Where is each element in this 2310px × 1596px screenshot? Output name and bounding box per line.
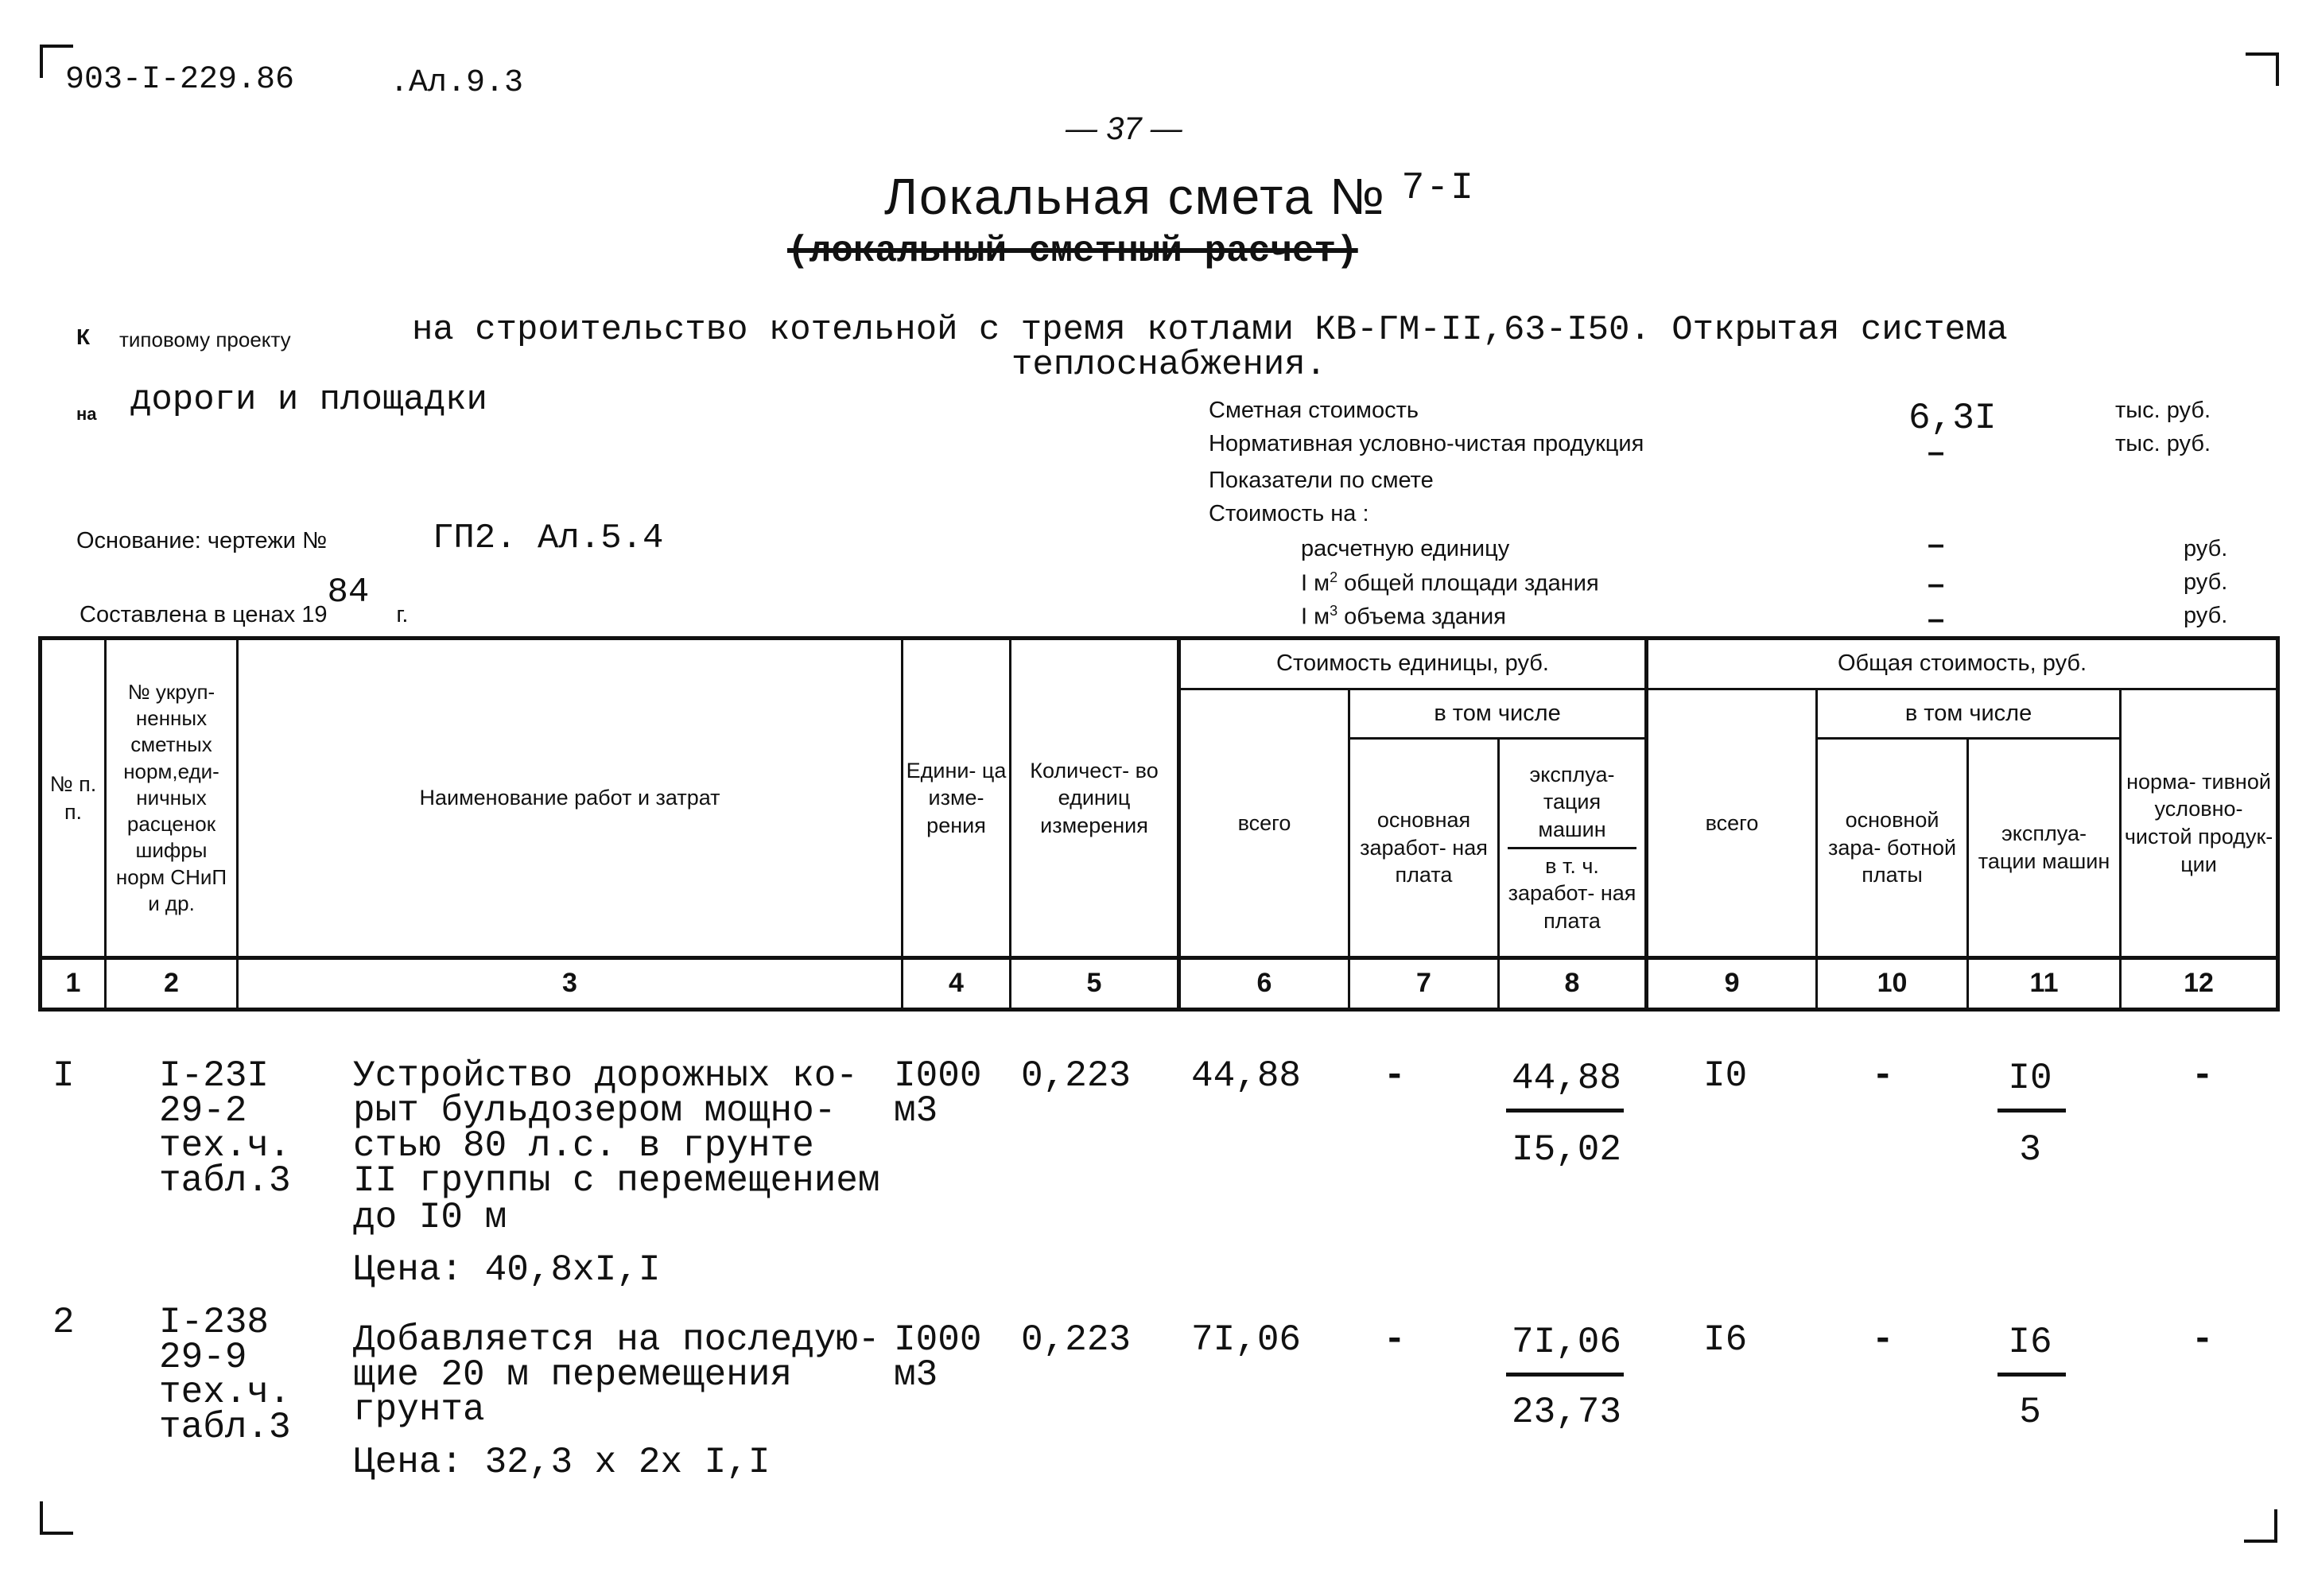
unit2-label-pre: I м [1301, 570, 1330, 596]
corner-mark-bottom-left [40, 1501, 73, 1535]
estimate-header-table [38, 636, 2280, 1012]
row2-code-4: табл.3 [159, 1407, 291, 1448]
colnum-10: 10 [1817, 958, 1968, 1010]
row1-code-2: 29-2 [159, 1090, 247, 1132]
norm-unit: тыс. руб. [2115, 431, 2211, 456]
na-label: на [76, 404, 97, 424]
colnum-12: 12 [2121, 958, 2278, 1010]
unit3-label-post: объема здания [1337, 604, 1506, 630]
header-total-cost-group: Общая стоимость, руб. [1647, 639, 2278, 689]
title-number: 7-I [1401, 167, 1475, 210]
row2-unit-mach-line [1506, 1373, 1624, 1377]
row2-total: I6 [1703, 1319, 1748, 1361]
project-text-line2: теплоснабжения. [1011, 345, 1327, 385]
unit1-label: расчетную единицу [1301, 536, 1510, 561]
row1-unit-mach-wage: I5,02 [1511, 1129, 1622, 1171]
row2-total-wage: - [1872, 1319, 1894, 1361]
basis-value: ГП2. Ал.5.4 [433, 518, 664, 558]
smet-value: 6,3I [1908, 398, 1997, 439]
row1-price: Цена: 40,8хI,I [353, 1249, 661, 1291]
row2-norm: - [2192, 1319, 2214, 1361]
header-total: всего [1647, 689, 1817, 958]
row2-code-3: тех.ч. [159, 1372, 291, 1413]
tipovomu-label: типовому проекту [119, 328, 291, 351]
row1-qty: 0,223 [1021, 1055, 1132, 1097]
row1-total-mach: I0 [2008, 1058, 2052, 1099]
row2-code-2: 29-9 [159, 1337, 247, 1378]
unit3-label-pre: I м [1301, 604, 1330, 630]
row2-price: Цена: 32,3 х 2х I,I [353, 1442, 771, 1483]
smet-unit: тыс. руб. [2115, 398, 2211, 423]
unit2-label-post: общей площади здания [1337, 570, 1599, 596]
colnum-8: 8 [1499, 958, 1647, 1010]
row1-total: I0 [1703, 1055, 1748, 1097]
unit1-value: – [1928, 528, 1945, 561]
header-incl-1: в том числе [1349, 689, 1647, 739]
page-number: — 37 — [1066, 111, 1182, 146]
header-unit-total: всего [1179, 689, 1349, 958]
corner-mark-top-right [2246, 52, 2279, 86]
norm-value: – [1928, 436, 1945, 469]
row2-total-mach: I6 [2008, 1322, 2052, 1363]
row1-unit-mach-line [1506, 1109, 1624, 1113]
unit1-unit: руб. [2184, 536, 2228, 561]
row1-unit-2: м3 [894, 1090, 938, 1132]
smet-label: Сметная стоимость [1209, 398, 1419, 423]
unit2-label-sup: 2 [1330, 569, 1338, 585]
header-incl-2: в том числе [1817, 689, 2121, 739]
row1-name-1: Устройство дорожных ко- [353, 1055, 858, 1097]
header-unit-wage: основная заработ- ная плата [1349, 739, 1499, 958]
header-unit-mach-bottom: в т. ч. заработ- ная плата [1508, 853, 1636, 933]
row1-unit-1: I000 [894, 1055, 982, 1097]
header-name: Наименование работ и затрат [238, 639, 903, 958]
prices-label-post: г. [396, 602, 409, 627]
row2-total-mach-wage: 5 [2019, 1392, 2041, 1433]
row1-code-4: табл.3 [159, 1160, 291, 1202]
prices-label-pre: Составлена в ценах 19 [80, 602, 328, 627]
header-qty: Количест- во единиц измерения [1011, 639, 1179, 958]
k-label: К [76, 324, 91, 349]
row1-num: I [52, 1055, 75, 1097]
row1-norm: - [2192, 1055, 2214, 1097]
row1-name-3: стью 80 л.с. в грунте [353, 1125, 814, 1167]
row2-unit-mach-wage: 23,73 [1511, 1392, 1622, 1433]
row2-name-1: Добавляется на последую- [353, 1319, 880, 1361]
title-text: Локальная смета № [884, 168, 1386, 225]
page-title [884, 167, 1475, 226]
colnum-4: 4 [903, 958, 1011, 1010]
header-num: № п. п. [41, 639, 106, 958]
row1-code-1: I-23I [159, 1055, 270, 1097]
colnum-9: 9 [1647, 958, 1817, 1010]
header-total-wage: основной зара- ботной платы [1817, 739, 1968, 958]
header-unit-cost-group: Стоимость единицы, руб. [1179, 639, 1647, 689]
unit3-label-sup: 3 [1330, 603, 1338, 619]
row1-name-4: II группы с перемещением [353, 1160, 880, 1202]
colnum-2: 2 [106, 958, 238, 1010]
document-code: 903-I-229.86 [65, 62, 295, 98]
row1-total-wage: - [1872, 1055, 1894, 1097]
unit2-label [1301, 569, 1599, 597]
row2-num: 2 [52, 1302, 75, 1343]
row1-code-3: тех.ч. [159, 1125, 291, 1167]
row1-unit-wage: - [1384, 1055, 1406, 1097]
unit2-value: – [1928, 568, 1945, 601]
colnum-11: 11 [1968, 958, 2121, 1010]
row1-unit-total: 44,88 [1191, 1055, 1302, 1097]
struck-subtitle: (локальный сметный расчет) [787, 231, 1358, 272]
row1-total-mach-wage: 3 [2019, 1129, 2041, 1171]
header-total-mach: эксплуа- тации машин [1968, 739, 2121, 958]
colnum-7: 7 [1349, 958, 1499, 1010]
unit2-unit: руб. [2184, 569, 2228, 595]
corner-mark-bottom-right [2244, 1509, 2277, 1543]
row2-unit-mach: 7I,06 [1511, 1322, 1622, 1363]
row2-name-3: грунта [353, 1389, 485, 1431]
colnum-5: 5 [1011, 958, 1179, 1010]
row2-qty: 0,223 [1021, 1319, 1132, 1361]
unit3-unit: руб. [2184, 603, 2228, 628]
norm-label: Нормативная условно-чистая продукция [1209, 431, 1644, 456]
header-norm: норма- тивной условно- чистой продук- ции [2121, 689, 2278, 958]
row2-code-1: I-238 [159, 1302, 270, 1343]
album-number: .Ал.9.3 [390, 65, 524, 101]
row1-name-2: рыт бульдозером мощно- [353, 1090, 837, 1132]
row2-unit-wage: - [1384, 1319, 1406, 1361]
unit3-value: – [1928, 603, 1945, 636]
na-value: дороги и площадки [130, 380, 487, 420]
colnum-3: 3 [238, 958, 903, 1010]
row2-unit-2: м3 [894, 1354, 938, 1396]
prices-label [80, 573, 409, 633]
header-unit-mach-top: эксплуа- тация машин [1508, 761, 1636, 849]
row1-unit-mach: 44,88 [1511, 1058, 1622, 1099]
pokaz-label: Показатели по смете [1209, 468, 1434, 493]
row2-total-mach-line [1997, 1373, 2066, 1377]
colnum-1: 1 [41, 958, 106, 1010]
row1-total-mach-line [1997, 1109, 2066, 1113]
row2-unit-total: 7I,06 [1191, 1319, 1302, 1361]
header-code: № укруп- ненных сметных норм,еди- ничных расценок шифры норм СНиП и др. [106, 639, 238, 958]
row2-unit-1: I000 [894, 1319, 982, 1361]
row2-name-2: щие 20 м перемещения [353, 1354, 793, 1396]
row1-name-5: до I0 м [353, 1197, 507, 1238]
project-text-line1: на строительство котельной с тремя котлами КВ-ГМ-II,63-I50. Открытая система [412, 310, 2008, 350]
stoim-label: Стоимость на : [1209, 501, 1369, 526]
header-unit: Едини- ца изме- рения [903, 639, 1011, 958]
header-unit-mach [1499, 739, 1647, 958]
prices-year: 84 [327, 573, 370, 612]
colnum-6: 6 [1179, 958, 1349, 1010]
basis-label: Основание: чертежи № [76, 528, 328, 553]
unit3-label [1301, 603, 1506, 631]
